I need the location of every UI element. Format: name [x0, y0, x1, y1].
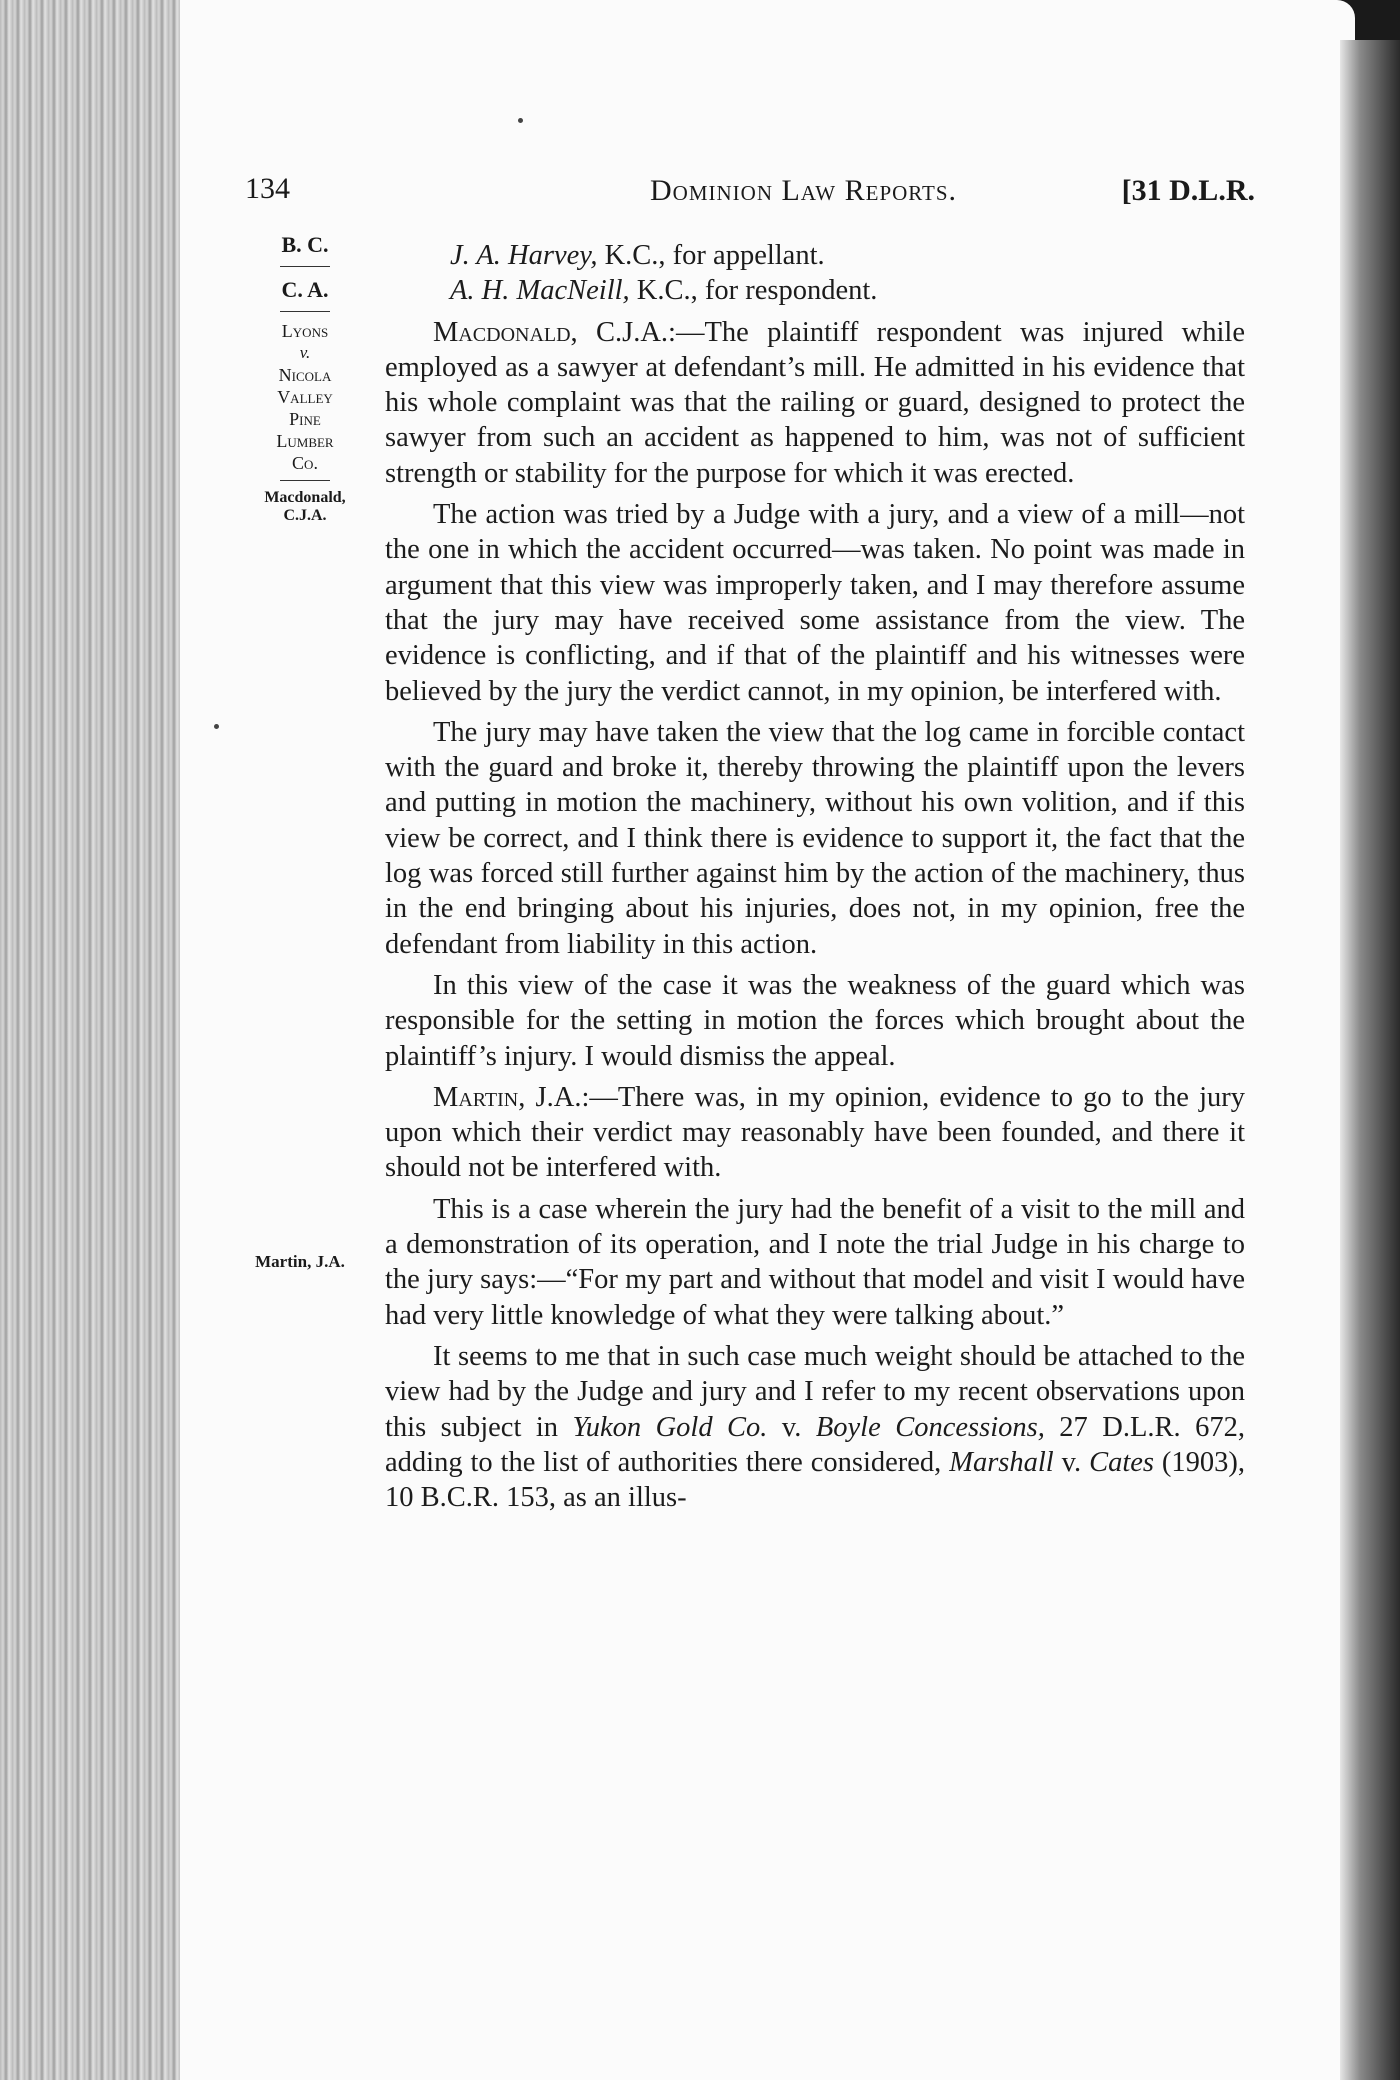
paragraph-text: (1903), 10 B.C.R. 153, as an illus- [385, 1446, 1246, 1514]
case-citation: Boyle Concessions, [815, 1411, 1045, 1443]
case-name-line: Co. [292, 453, 318, 473]
paragraph: The action was tried by a Judge with a jury, and a view of a mill—not the one in which the accident occurred—was taken. No point was made in argument that this view was improperly taken, and I may therefore assume that the jury may have received some assistance from the view. The evidence is conflicting, and if that of the plaintiff and his witnesses were believed by the jury the verdict cannot, in my opinion, be interfered with. [385, 499, 1245, 707]
print-speck [214, 724, 219, 729]
court-level: C. A. [281, 277, 329, 302]
versus: v. [767, 1411, 816, 1443]
counsel-name: A. H. MacNeill, [450, 275, 630, 307]
judge-note: C.J.A. [283, 507, 327, 524]
paragraph: This is a case wherein the jury had the benefit of a visit to the mill and a demonstration of its operation, and I note the trial Judge in his charge to the jury says:—“For my part and without that model and visit I would have had very little knowledge of what they were talking about.” [385, 1193, 1245, 1331]
paragraph-text: —The plaintiff respondent was injured while employed as a sawyer at defendant’s mill. He admitted in his evidence that his whole complaint was that the railing or guard, designed to protect the sawyer from such an accident as happened to him, was not of sufficient strength or stability for the purpose for which it was erected. [385, 316, 1245, 489]
judge-name: Martin, J.A.: [433, 1081, 590, 1113]
paragraph [385, 1339, 1245, 1515]
case-name-line: v. [299, 343, 311, 362]
case-name-line: Lyons [281, 321, 329, 341]
court-province: B. C. [281, 232, 329, 257]
margin-notes [250, 230, 360, 525]
book-spine-shadow [1340, 40, 1400, 2080]
case-citation: Marshall [949, 1446, 1054, 1478]
margin-rule [280, 311, 330, 312]
paragraph: The jury may have taken the view that the log came in forcible contact with the guard and broke it, thereby throwing the plaintiff upon the levers and putting in motion the machinery, without his own volition, and if this view be correct, and I think there is evidence to support it, the fact that the log was forced still further against him by the action of the machinery, thus in the end bringing about his injuries, does not, in my opinion, free the defendant from liability in this action. [385, 716, 1245, 960]
counsel-respondent [385, 273, 1245, 308]
paragraph-text: —There was, in my opinion, evidence to go to the jury upon which their verdict may reasonably have been founded, and there it should not be interfered with. [385, 1081, 1245, 1184]
running-header [245, 172, 1255, 216]
case-name-line: Pine [289, 409, 321, 429]
judge-note: Macdonald, [264, 489, 346, 506]
paragraph-text: 27 D.L.R. 672, adding to the list of authorities there considered, [385, 1411, 1245, 1478]
running-title: Dominion Law Reports. [650, 174, 958, 207]
paragraph [385, 1080, 1245, 1186]
paragraph: In this view of the case it was the weakness of the guard which was responsible for the setting in motion the forces which brought about the plaintiff’s injury. I would dismiss the appeal. [385, 969, 1245, 1072]
book-page-edges [0, 0, 200, 2080]
counsel-role: K.C., for appellant. [597, 240, 825, 271]
report-body [385, 238, 1245, 1515]
judge-name: Macdonald, C.J.A.: [433, 316, 676, 348]
case-citation: Yukon Gold Co. [572, 1411, 768, 1443]
case-citation: Cates [1089, 1446, 1154, 1478]
case-name-line: Valley [277, 387, 333, 407]
versus: v. [1053, 1446, 1090, 1478]
print-speck [518, 118, 523, 123]
case-name-line: Lumber [276, 431, 334, 451]
margin-rule [280, 480, 330, 481]
volume-reference: [31 D.L.R. [1121, 174, 1255, 207]
paragraph [385, 315, 1245, 491]
counsel-role: K.C., for respondent. [629, 275, 878, 307]
paragraph-text: It seems to me that in such case much weight should be attached to the view had by the Judge and jury and I refer to my recent observations upon this subject in [385, 1340, 1245, 1443]
case-name-line: Nicola [278, 365, 332, 385]
counsel-name: J. A. Harvey, [450, 240, 598, 271]
margin-rule [280, 266, 330, 267]
judge-note-martin: Martin, J.A. [255, 1252, 345, 1271]
counsel-appellant [385, 238, 1245, 273]
page-number: 134 [245, 172, 290, 205]
